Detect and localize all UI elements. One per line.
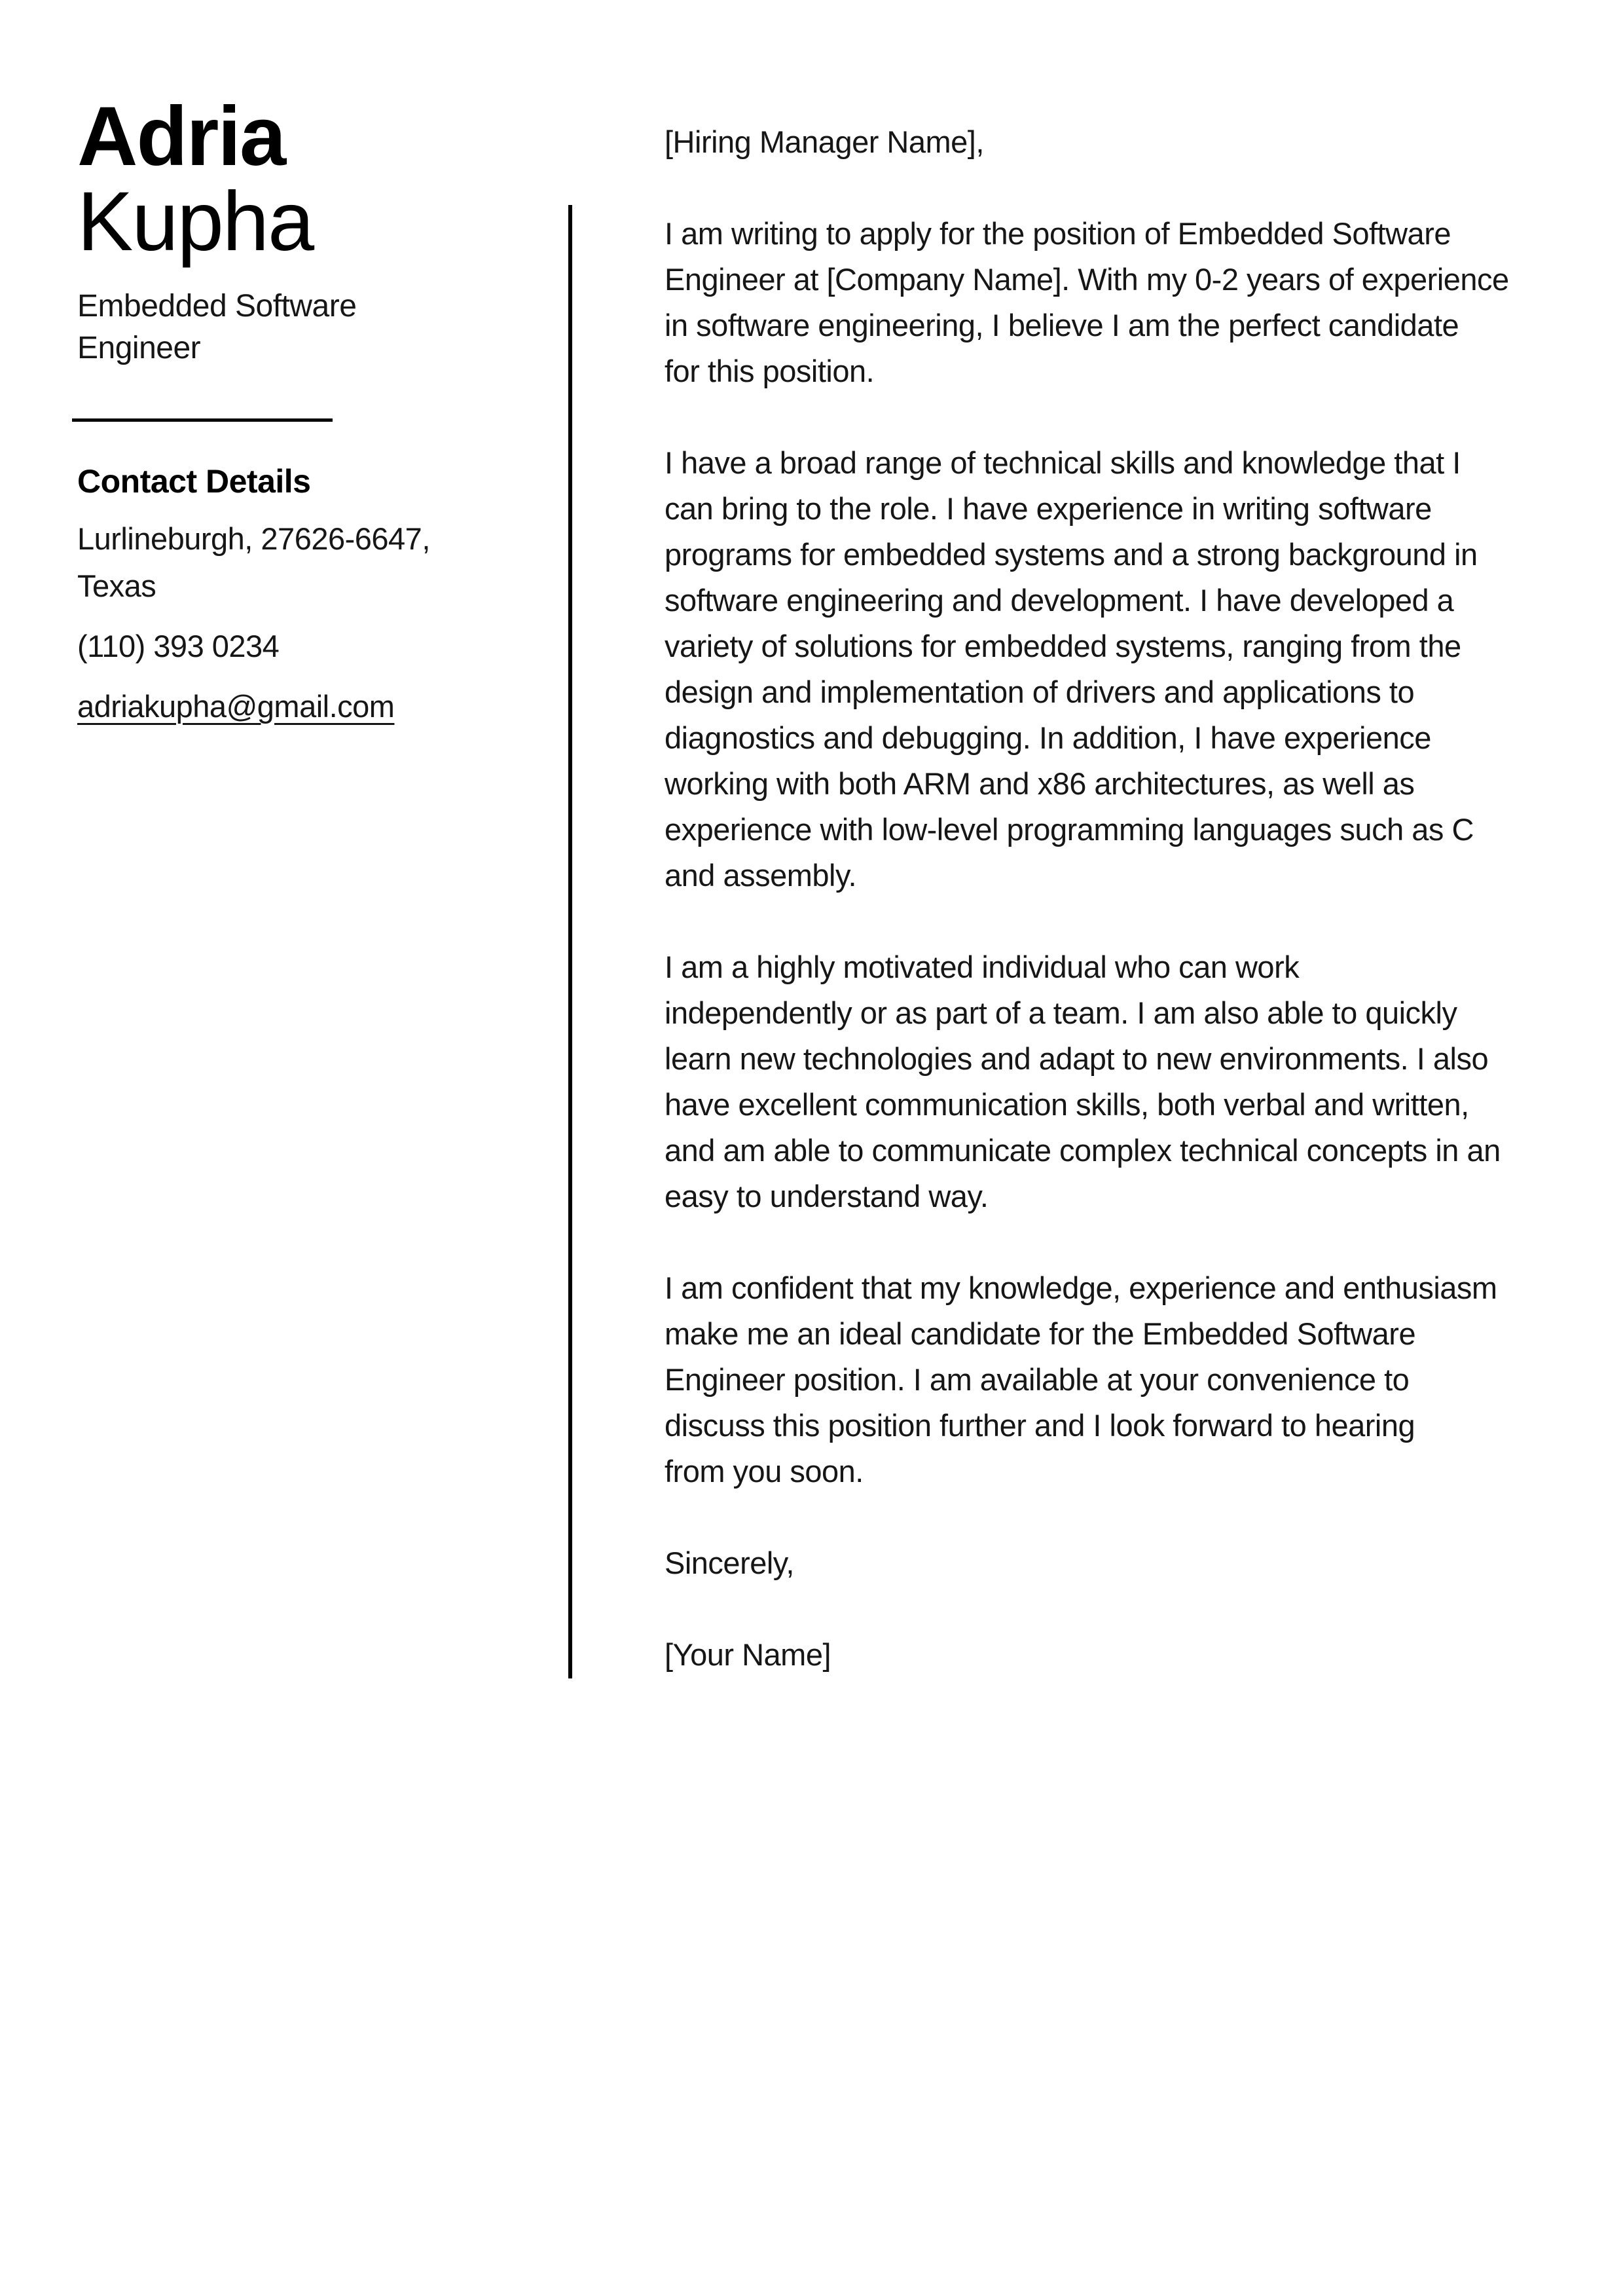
candidate-first-name: Adria	[77, 90, 285, 183]
contact-phone: (110) 393 0234	[77, 629, 280, 663]
vertical-divider	[568, 205, 572, 1678]
letter-closing: Sincerely,	[665, 1546, 794, 1580]
candidate-last-name: Kupha	[77, 175, 314, 268]
letter-paragraph-3: I am a highly motivated individual who can work independently or as part of a team. I am also able to quickly learn new technologies and adapt to new environments. I also have excellent communication skills, both verbal and written, and am able to communicate complex technical concepts in an easy to understand way.	[665, 950, 1501, 1213]
sidebar	[72, 0, 430, 730]
sidebar-rule	[72, 418, 333, 422]
candidate-job-title: Embedded Software Engineer	[77, 289, 357, 365]
letter-paragraph-1: I am writing to apply for the position of Embedded Software Engineer at [Company Name]. With my 0-2 years of experience in software engineering, I believe I am the perfect candidate for this position.	[665, 216, 1509, 388]
candidate-name	[77, 90, 426, 268]
letter-body	[665, 0, 1594, 1678]
contact-address: Lurlineburgh, 27626-6647, Texas	[77, 521, 430, 603]
letter-paragraph-2: I have a broad range of technical skills and knowledge that I can bring to the role. I have experience in writing software programs for embedded systems and a strong background in software engineering and development. I have developed a variety of solutions for embedded systems, ranging from the design and implementation of drivers and applications to diagnostics and debugging. In addition, I have experience working with both ARM and x86 architectures, as well as experience with low-level programming languages such as C and assembly.	[665, 445, 1478, 893]
contact-details-heading: Contact Details	[77, 463, 311, 500]
contact-email	[77, 683, 426, 730]
letter-paragraph-4: I am confident that my knowledge, experience and enthusiasm make me an ideal candidate for the Embedded Software Engineer position. I am available at your convenience to discuss this position further and I look forward to hearing from you soon.	[665, 1270, 1497, 1489]
letter-greeting: [Hiring Manager Name],	[665, 124, 984, 159]
contact-email-link[interactable]: adriakupha@gmail.com	[77, 689, 395, 724]
letter-signature: [Your Name]	[665, 1637, 831, 1672]
